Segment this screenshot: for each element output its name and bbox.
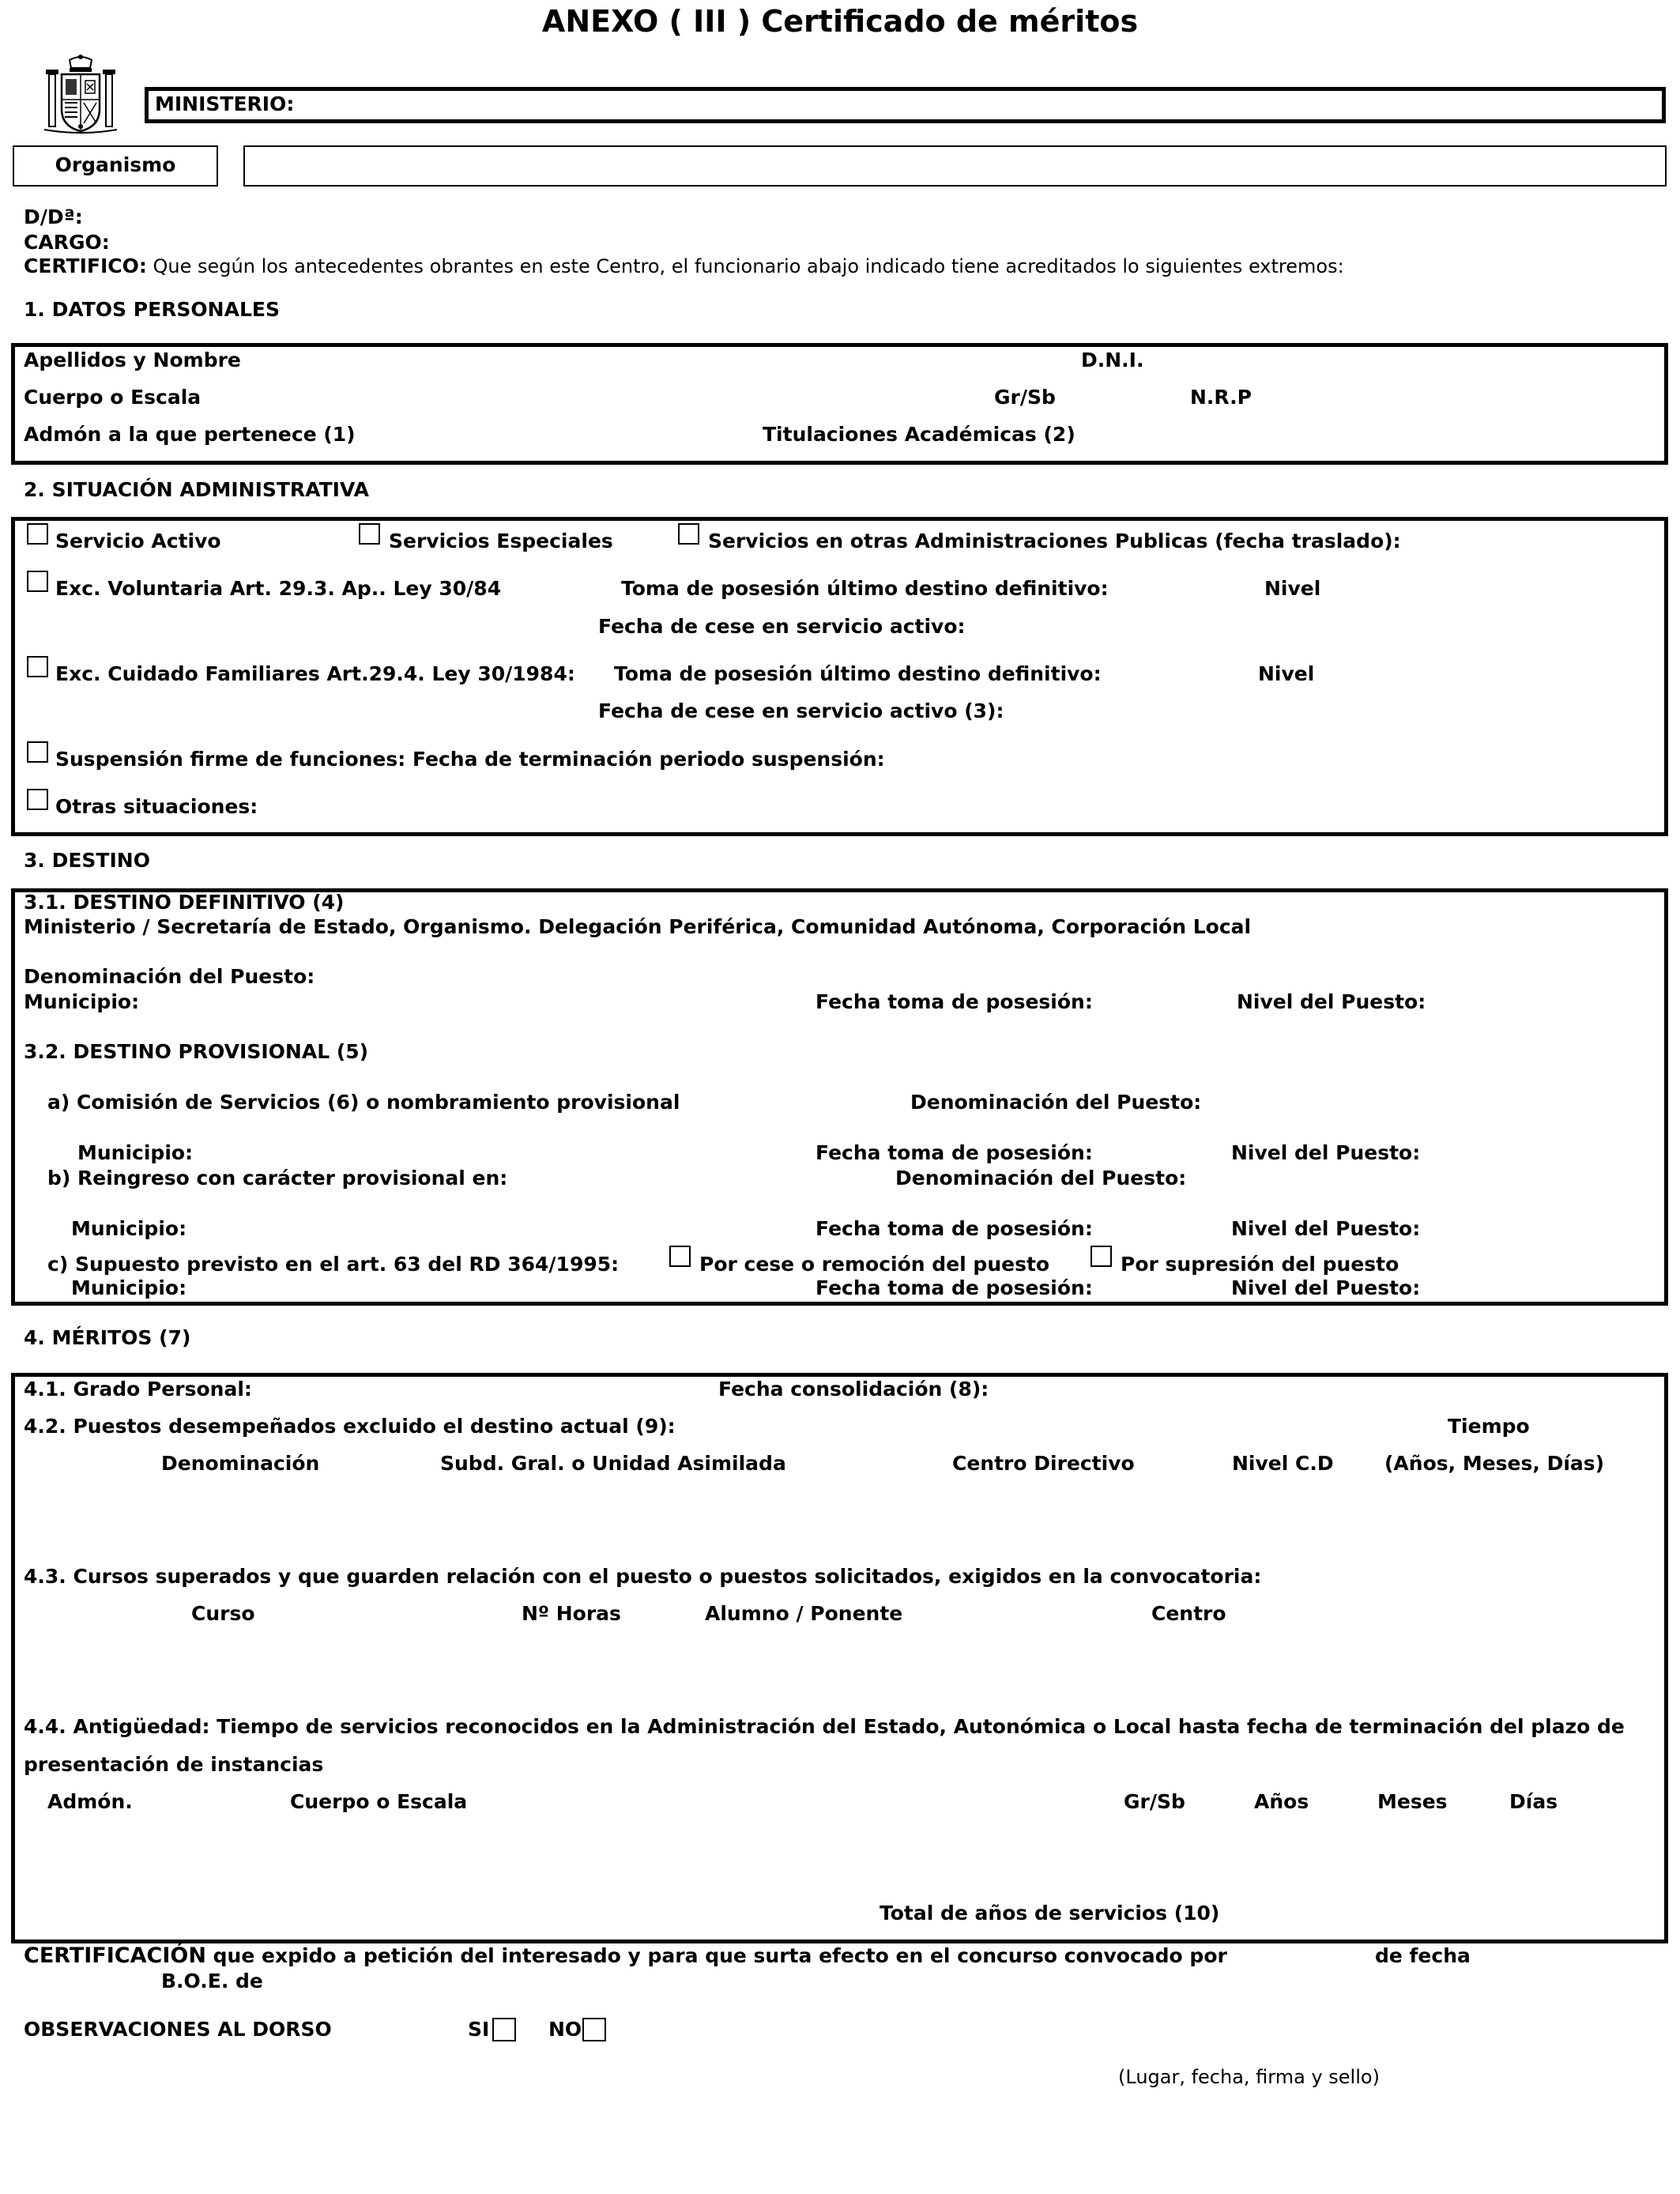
antiguedad-heading: 4.4. Antigüedad: Tiempo de servicios reconocidos en la Administración del Estado, Autonómica o Local hasta fecha de terminación del plazo de [24,1715,1625,1738]
total-anios-label: Total de años de servicios (10) [880,1902,1220,1924]
organismo-field[interactable] [243,145,1667,187]
exc-voluntaria-label: Exc. Voluntaria Art. 29.3. Ap.. Ley 30/84 [55,577,502,600]
supuesto-fecha[interactable]: Fecha toma de posesión: [816,1276,1093,1299]
section-4-heading: 4. MÉRITOS (7) [24,1326,191,1349]
fecha-cese-1: Fecha de cese en servicio activo: [598,615,966,638]
firma-label: (Lugar, fecha, firma y sello) [1118,2066,1380,2088]
comision-fecha[interactable]: Fecha toma de posesión: [816,1141,1093,1164]
certificacion-line [24,1945,1227,1966]
certifico-text: Que según los antecedentes obrantes en este Centro, el funcionario abajo indicado tiene acreditados lo siguientes extremos: [153,255,1344,277]
destino-definitivo-heading: 3.1. DESTINO DEFINITIVO (4) [24,891,345,914]
reingreso-denominacion[interactable]: Denominación del Puesto: [895,1167,1187,1189]
ministerio-label: MINISTERIO: [155,92,295,115]
exc-cuidado-checkbox[interactable] [27,656,48,677]
servicio-activo-label: Servicio Activo [55,530,221,552]
certifico-line [24,256,1344,276]
datos-personales-box [11,343,1668,465]
admon-field[interactable]: Admón a la que pertenece (1) [24,423,356,446]
cuerpo-field[interactable]: Cuerpo o Escala [24,386,202,409]
si-checkbox[interactable] [492,2018,516,2041]
fecha-toma-field[interactable]: Fecha toma de posesión: [816,990,1093,1013]
destino-definitivo-line: Ministerio / Secretaría de Estado, Organismo. Delegación Periférica, Comunidad Autónoma, Corporación Local [24,915,1252,938]
supuesto-label: c) Supuesto previsto en el art. 63 del RD 364/1995: [47,1253,620,1276]
nrp-field[interactable]: N.R.P [1190,386,1252,409]
reingreso-label: b) Reingreso con carácter provisional en: [47,1167,508,1189]
servicios-otras-label: Servicios en otras Administraciones Publicas (fecha traslado): [708,530,1401,552]
por-cese-label: Por cese o remoción del puesto [699,1253,1050,1276]
comision-nivel[interactable]: Nivel del Puesto: [1231,1141,1421,1164]
no-label: NO [548,2018,582,2041]
grado-personal-field[interactable]: 4.1. Grado Personal: [24,1378,252,1400]
boe-label: B.O.E. de [161,1970,263,1992]
coat-of-arms-logo [41,54,120,136]
tiempo-header: Tiempo [1448,1415,1530,1438]
cursos-heading: 4.3. Cursos superados y que guarden relación con el puesto o puestos solicitados, exigidos en la convocatoria: [24,1565,1262,1588]
col-curso: Curso [191,1602,255,1625]
cargo-label: CARGO: [24,231,110,254]
nivel-puesto-field[interactable]: Nivel del Puesto: [1237,990,1426,1013]
col-anios: (Años, Meses, Días) [1384,1452,1605,1475]
por-cese-checkbox[interactable] [669,1246,691,1267]
col-subd: Subd. Gral. o Unidad Asimilada [440,1452,786,1475]
col-anios-antig: Años [1254,1790,1309,1813]
destino-provisional-heading: 3.2. DESTINO PROVISIONAL (5) [24,1040,369,1063]
titulaciones-field[interactable]: Titulaciones Académicas (2) [763,423,1075,446]
col-grsb: Gr/Sb [1124,1790,1185,1813]
exc-cuidado-label: Exc. Cuidado Familiares Art.29.4. Ley 30/1984: [55,662,575,685]
otras-checkbox[interactable] [27,789,48,810]
por-supresion-label: Por supresión del puesto [1121,1253,1399,1276]
comision-label: a) Comisión de Servicios (6) o nombramiento provisional [47,1091,680,1114]
ministerio-field[interactable] [145,87,1666,123]
observaciones-label: OBSERVACIONES AL DORSO [24,2018,332,2041]
section-3-heading: 3. DESTINO [24,849,150,872]
servicios-especiales-checkbox[interactable] [359,523,380,545]
exc-voluntaria-checkbox[interactable] [27,571,48,592]
page-title: ANEXO ( III ) Certificado de méritos [541,4,1139,39]
col-horas: Nº Horas [522,1602,621,1625]
certificacion-label: CERTIFICACIÓN [24,1943,206,1968]
toma-posesion-1: Toma de posesión último destino definitivo: [621,577,1109,600]
nivel-1: Nivel [1264,577,1321,600]
apellidos-field[interactable]: Apellidos y Nombre [24,349,241,371]
por-supresion-checkbox[interactable] [1090,1246,1112,1267]
reingreso-nivel[interactable]: Nivel del Puesto: [1231,1217,1421,1240]
section-2-heading: 2. SITUACIÓN ADMINISTRATIVA [24,478,369,501]
toma-posesion-2: Toma de posesión último destino definitivo: [614,662,1102,685]
puestos-heading: 4.2. Puestos desempeñados excluido el destino actual (9): [24,1415,676,1438]
antiguedad-heading-cont: presentación de instancias [24,1753,324,1776]
de-fecha-label: de fecha [1375,1944,1471,1967]
nivel-2: Nivel [1258,662,1315,685]
fecha-cese-2: Fecha de cese en servicio activo (3): [598,699,1004,722]
suspension-checkbox[interactable] [27,741,48,763]
col-centro-curso: Centro [1151,1602,1226,1625]
no-checkbox[interactable] [582,2018,606,2041]
servicios-otras-checkbox[interactable] [678,523,699,545]
col-denominacion: Denominación [161,1452,320,1475]
col-alumno: Alumno / Ponente [705,1602,903,1625]
comision-municipio[interactable]: Municipio: [77,1141,194,1164]
col-centro: Centro Directivo [952,1452,1135,1475]
suspension-label: Suspensión firme de funciones: Fecha de terminación periodo suspensión: [55,748,885,771]
comision-denominacion[interactable]: Denominación del Puesto: [910,1091,1202,1114]
section-1-heading: 1. DATOS PERSONALES [24,298,280,321]
otras-label: Otras situaciones: [55,795,258,818]
municipio-field[interactable]: Municipio: [24,990,140,1013]
si-label: SI [468,2018,490,2041]
grsb-field[interactable]: Gr/Sb [994,386,1056,409]
reingreso-municipio[interactable]: Municipio: [71,1217,187,1240]
servicio-activo-checkbox[interactable] [27,523,48,545]
servicios-especiales-label: Servicios Especiales [389,530,613,552]
supuesto-municipio[interactable]: Municipio: [71,1276,187,1299]
col-cuerpo: Cuerpo o Escala [290,1790,468,1813]
certificacion-text: que expido a petición del interesado y para que surta efecto en el concurso convocado por [213,1944,1227,1967]
col-nivel: Nivel C.D [1232,1452,1334,1475]
fecha-consolidacion-field[interactable]: Fecha consolidación (8): [718,1378,989,1400]
dd-label: D/Dª: [24,205,83,228]
certifico-label: CERTIFICO: [24,254,147,277]
col-admon: Admón. [47,1790,133,1813]
dni-field[interactable]: D.N.I. [1081,349,1144,371]
col-meses: Meses [1377,1790,1448,1813]
col-dias: Días [1509,1790,1558,1813]
supuesto-nivel[interactable]: Nivel del Puesto: [1231,1276,1421,1299]
denominacion-field[interactable]: Denominación del Puesto: [24,965,315,988]
reingreso-fecha[interactable]: Fecha toma de posesión: [816,1217,1093,1240]
organismo-label: Organismo [55,153,176,176]
